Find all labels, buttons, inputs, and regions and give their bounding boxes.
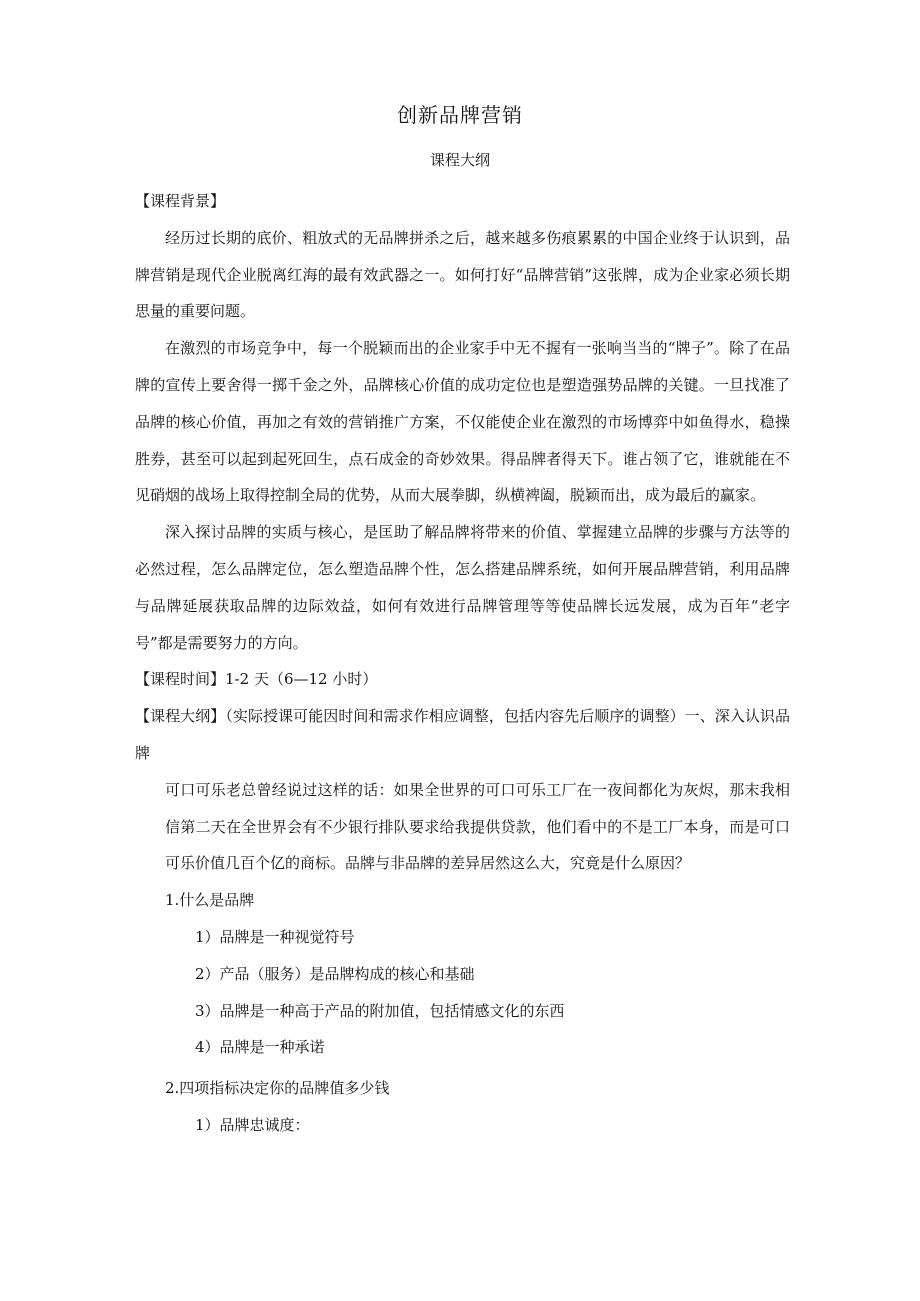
course-outline-line bbox=[135, 698, 790, 772]
background-paragraph-2: 在激烈的市场竞争中，每一个脱颖而出的企业家手中无不握有一张响当当的“牌子”。除了在品牌的宣传上要舍得一掷千金之外，品牌核心价值的成功定位也是塑造强势品牌的关键。一旦找准了品牌的核心价值，再加之有效的营销推广方案，不仅能使企业在激烈的市场博弈中如鱼得水，稳操胜券，甚至可以起到起死回生，点石成金的奇妙效果。得品牌者得天下。谁占领了它，谁就能在不见硝烟的战场上取得控制全局的优势，从而大展拳脚，纵横裨阖，脱颖而出，成为最后的赢家。 bbox=[135, 339, 790, 505]
section-1-item-3: 3）品牌是一种高于产品的附加值，包括情感文化的东西 bbox=[195, 1001, 565, 1020]
background-paragraph-1: 经历过长期的底价、粗放式的无品牌拼杀之后，越来越多伤痕累累的中国企业终于认识到，品牌营销是现代企业脱离红海的最有效武器之一。如何打好“品牌营销”这张牌，成为企业家必须长期思量的重要问题。 bbox=[135, 228, 790, 321]
section-1-item-4: 4）品牌是一种承诺 bbox=[195, 1038, 325, 1057]
background-paragraph-3: 深入探讨品牌的实质与核心，是匡助了解品牌将带来的价值、掌握建立品牌的步骤与方法等的必然过程，怎么品牌定位，怎么塑造品牌个性，怎么搭建品牌系统，如何开展品牌营销，利用品牌与品牌延展获取品牌的边际效益，如何有效进行品牌管理等等使品牌长远发展，成为百年“老字号”都是需要努力的方向。 bbox=[135, 523, 790, 652]
section-2-title: 2.四项指标决定你的品牌值多少钱 bbox=[165, 1079, 390, 1098]
course-time-heading: 【课程时间】 bbox=[135, 670, 226, 689]
coca-cola-quote: 可口可乐老总曾经说过这样的话：如果全世界的可口可乐工厂在一夜间都化为灰烬，那末我相信第二天在全世界会有不少银行排队要求给我提供贷款，他们看中的不是工厂本身，而是可口可乐价值几百个亿的商标。品牌与非品牌的差异居然这么大，究竟是什么原因？ bbox=[165, 780, 790, 873]
document-title: 创新品牌营销 bbox=[397, 103, 523, 127]
course-outline-note: （实际授课可能因时间和需求作相应调整，包括内容先后顺序的调整）一、深入认识品牌 bbox=[135, 707, 790, 762]
course-time-line bbox=[135, 661, 790, 698]
background-heading: 【课程背景】 bbox=[135, 192, 226, 210]
course-time-value: 1-2 天（6—12 小时） bbox=[225, 670, 378, 689]
document-subtitle: 课程大纲 bbox=[429, 151, 490, 169]
section-2-item-1: 1）品牌忠诚度： bbox=[195, 1115, 310, 1134]
section-1-item-2: 2）产品（服务）是品牌构成的核心和基础 bbox=[195, 964, 475, 983]
section-1-title: 1.什么是品牌 bbox=[165, 891, 255, 910]
section-1-item-1: 1）品牌是一种视觉符号 bbox=[195, 927, 355, 946]
course-outline-heading: 【课程大纲】 bbox=[135, 707, 226, 726]
document-body bbox=[135, 183, 790, 1144]
